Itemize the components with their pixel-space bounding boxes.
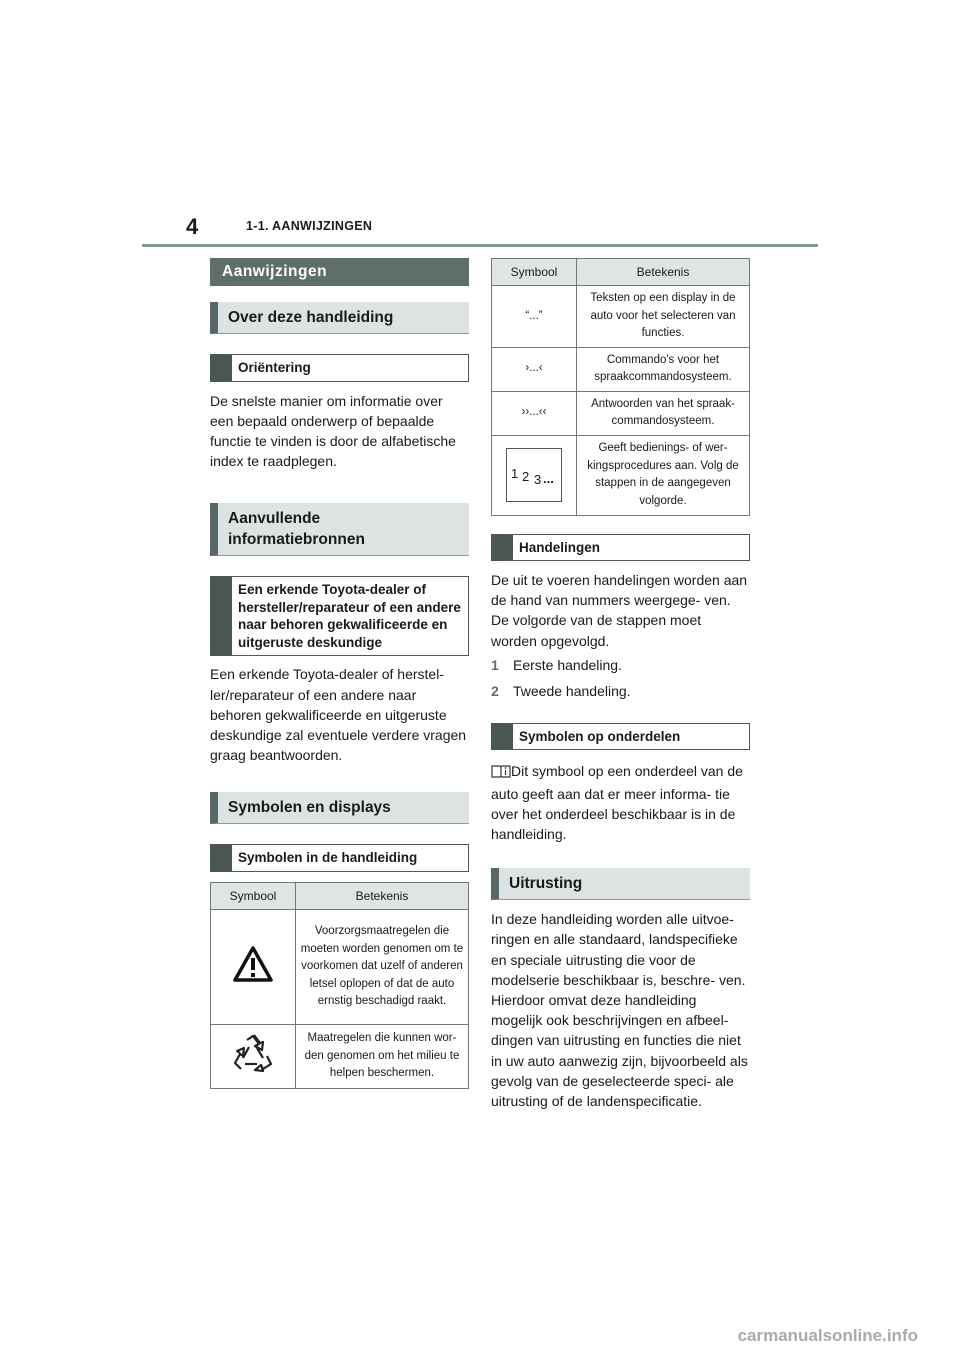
page-number: 4: [186, 214, 199, 239]
subsection-handelingen: Handelingen: [491, 534, 750, 562]
section-symbolen-en-displays: Symbolen en displays: [210, 792, 469, 824]
symbol-cell: [211, 1024, 296, 1088]
subsection-symbolen-op-onderdelen: Symbolen op onderdelen: [491, 723, 750, 751]
table-header-row: [211, 882, 469, 909]
step-number: 1: [491, 656, 499, 673]
left-column: [210, 258, 469, 1089]
table-row: [492, 391, 750, 435]
table-header-row: [492, 259, 750, 286]
symbol-table-right: [491, 258, 750, 516]
symbol-table-left: [210, 882, 469, 1089]
meaning-cell: Geeft bedienings- of wer- kingsprocedures aan. Volg de stappen in de aangegeven volgorde.: [577, 435, 750, 515]
subsection-orientering: Oriëntering: [210, 354, 469, 382]
subsection-dealer: Een erkende Toyota-dealer of hersteller/reparateur of een andere naar behoren gekwalificeerde en uitgeruste deskundige: [210, 576, 469, 656]
step-text: Tweede handeling.: [513, 682, 631, 699]
paragraph-orientering: De snelste manier om informatie over een bepaald onderwerp of bepaalde functie te vinden is door de alfabetische index te raadplegen.: [210, 392, 456, 470]
meaning-cell: Antwoorden van het spraak- commandosysteem.: [577, 391, 750, 435]
meaning-cell: Voorzorgsmaatregelen die moeten worden genomen om te voorkomen dat uzelf of anderen letsel oplopen of dat de auto ernstig beschadigd raakt.: [296, 909, 469, 1024]
right-column: [491, 258, 750, 1111]
step-number: 2: [491, 682, 499, 699]
chapter-title: 1-1. AANWIJZINGEN: [246, 219, 373, 233]
symbol-cell: [492, 435, 577, 515]
column-header-betekenis: Betekenis: [577, 259, 750, 286]
step-digit: 3: [534, 472, 542, 487]
meaning-cell: Maatregelen die kunnen wor- den genomen om het milieu te helpen beschermen.: [296, 1024, 469, 1088]
paragraph-symbolen-op-onderdelen: [491, 761, 750, 844]
watermark: carmanualsonline.info: [737, 1326, 918, 1345]
paragraph-uitrusting: In deze handleiding worden alle uitvoe- ringen en alle standaard, landspecifieke en speciale uitrusting die voor de modelserie beschikbaar is, beschre- ven. Hierdoor omvat deze handleiding mogelijk ook beschrijvingen en afbeel- dingen van uitrusting en functies die niet in uw auto aanwezig zijn, bijvoorbeeld als gevolg van de geselecteerde speci- ale uitrusting of de landenspecificatie.: [491, 911, 748, 1109]
section-uitrusting: Uitrusting: [491, 868, 750, 900]
meaning-cell: Teksten op een display in de auto voor het selecteren van functies.: [577, 286, 750, 348]
table-row: [211, 1024, 469, 1088]
header-rule: [142, 244, 818, 247]
section-over-deze-handleiding: Over deze handleiding: [210, 302, 469, 334]
section-aanvullende-informatiebronnen: [210, 503, 469, 556]
column-header-symbool: Symbool: [492, 259, 577, 286]
step-digit: 1: [511, 466, 519, 481]
meaning-cell: Commando's voor het spraakcommandosysteem.: [577, 347, 750, 391]
step-item: [491, 681, 750, 701]
recycle-icon: [233, 1034, 273, 1079]
step-text: Eerste handeling.: [513, 656, 622, 673]
table-row: [492, 286, 750, 348]
table-row: [492, 347, 750, 391]
step-digit: 2: [522, 469, 530, 484]
steps-symbol: [506, 448, 562, 502]
column-header-betekenis: Betekenis: [296, 882, 469, 909]
paragraph-handelingen: De uit te voeren handelingen worden aan de hand van nummers weergege- ven. De volgorde van de stappen moet worden opgevolgd.: [491, 572, 748, 649]
warning-triangle-icon: [233, 946, 273, 989]
symbol-cell: ›...‹: [492, 347, 577, 391]
symbol-cell: [211, 909, 296, 1024]
manual-book-icon: [491, 763, 511, 783]
step-item: [491, 655, 750, 675]
table-row: [492, 435, 750, 515]
main-title: Aanwijzingen: [210, 258, 469, 286]
section-title-line2: informatiebronnen: [228, 531, 365, 549]
column-header-symbool: Symbool: [211, 882, 296, 909]
symbol-cell: ››...‹‹: [492, 391, 577, 435]
paragraph-text: Dit symbool op een onderdeel van de auto geeft aan dat er meer informa- tie over het onderdeel beschikbaar is in de handleiding.: [491, 763, 743, 842]
paragraph-dealer: Een erkende Toyota-dealer of herstel- ler/reparateur of een andere naar behoren gekwalificeerde en uitgeruste deskundige zal eventuele verdere vragen graag beantwoorden.: [210, 666, 467, 764]
subsection-symbolen-in-de-handleiding: Symbolen in de handleiding: [210, 844, 469, 872]
section-title-line1: Aanvullende: [228, 510, 321, 528]
table-row: [211, 909, 469, 1024]
symbol-cell: “...”: [492, 286, 577, 348]
step-digit: ...: [543, 471, 554, 486]
